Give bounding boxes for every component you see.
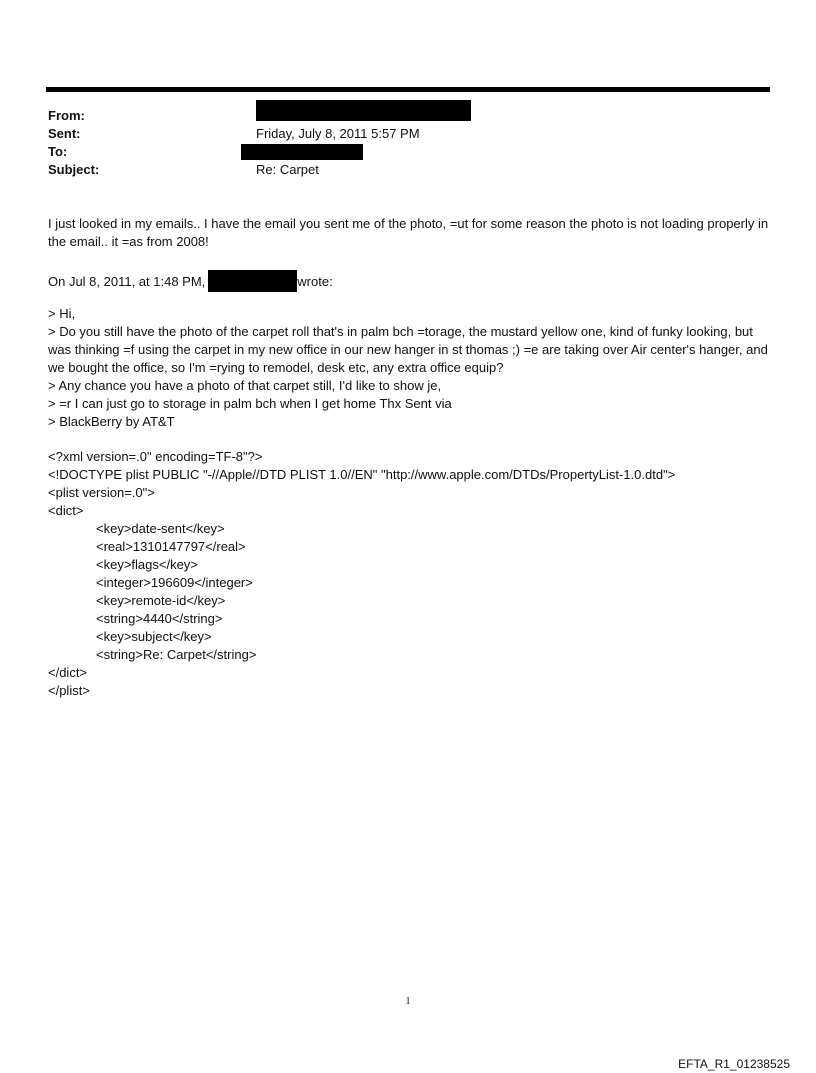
quoted-message (48, 305, 772, 431)
subject-label: Subject: (48, 162, 100, 177)
header-rule (46, 87, 770, 92)
xml-inner-line: <key>date-sent</key> (96, 521, 225, 536)
xml-line: <dict> (48, 503, 84, 518)
xml-inner-line: <key>subject</key> (96, 629, 212, 644)
xml-inner-line: <integer>196609</integer> (96, 575, 253, 590)
to-redaction (241, 144, 363, 160)
xml-inner-line: <key>flags</key> (96, 557, 198, 572)
attribution-suffix: wrote: (297, 274, 333, 289)
quote-line: > =r I can just go to storage in palm bch when I get home Thx Sent via (48, 396, 452, 411)
plist-block (48, 448, 772, 700)
reply-paragraph: I just looked in my emails.. I have the email you sent me of the photo, =ut for some reason the photo is not loading properly in the email.. it =as from 2008! (48, 216, 769, 249)
subject-value: Re: Carpet (256, 162, 319, 177)
xml-line: <plist version=.0"> (48, 485, 155, 500)
email-body (48, 215, 772, 251)
quote-line: > Any chance you have a photo of that carpet still, I'd like to show je, (48, 378, 442, 393)
sender-redaction (208, 270, 297, 292)
quote-line: > Hi, (48, 306, 76, 321)
xml-inner-line: <string>4440</string> (96, 611, 223, 626)
quote-attribution (48, 270, 772, 292)
xml-inner-line: <key>remote-id</key> (96, 593, 226, 608)
xml-line: <!DOCTYPE plist PUBLIC "-//Apple//DTD PLIST 1.0//EN" "http://www.apple.com/DTDs/PropertyList-1.0.dtd"> (48, 467, 676, 482)
xml-inner-line: <string>Re: Carpet</string> (96, 647, 257, 662)
from-redaction (256, 100, 471, 121)
from-label: From: (48, 108, 85, 123)
xml-line: <?xml version=.0" encoding=TF-8"?> (48, 449, 263, 464)
xml-inner-line: <real>1310147797</real> (96, 539, 246, 554)
document-id: EFTA_R1_01238525 (678, 1057, 790, 1071)
xml-line: </dict> (48, 665, 88, 680)
sent-label: Sent: (48, 126, 81, 141)
to-label: To: (48, 144, 68, 159)
sent-value: Friday, July 8, 2011 5:57 PM (256, 126, 420, 141)
attribution-prefix: On Jul 8, 2011, at 1:48 PM, (48, 274, 206, 289)
xml-line: </plist> (48, 683, 90, 698)
page-number: 1 (405, 996, 411, 1007)
quote-line: > BlackBerry by AT&T (48, 414, 175, 429)
quote-line: > Do you still have the photo of the carpet roll that's in palm bch =torage, the mustard yellow one, kind of funky looking, but was thinking =f using the carpet in my new office in our new hanger in st thomas ;) =e are taking over Air center's hanger, and we bought the office, so I'm =rying to remodel, desk etc, any extra office equip? (48, 324, 768, 375)
